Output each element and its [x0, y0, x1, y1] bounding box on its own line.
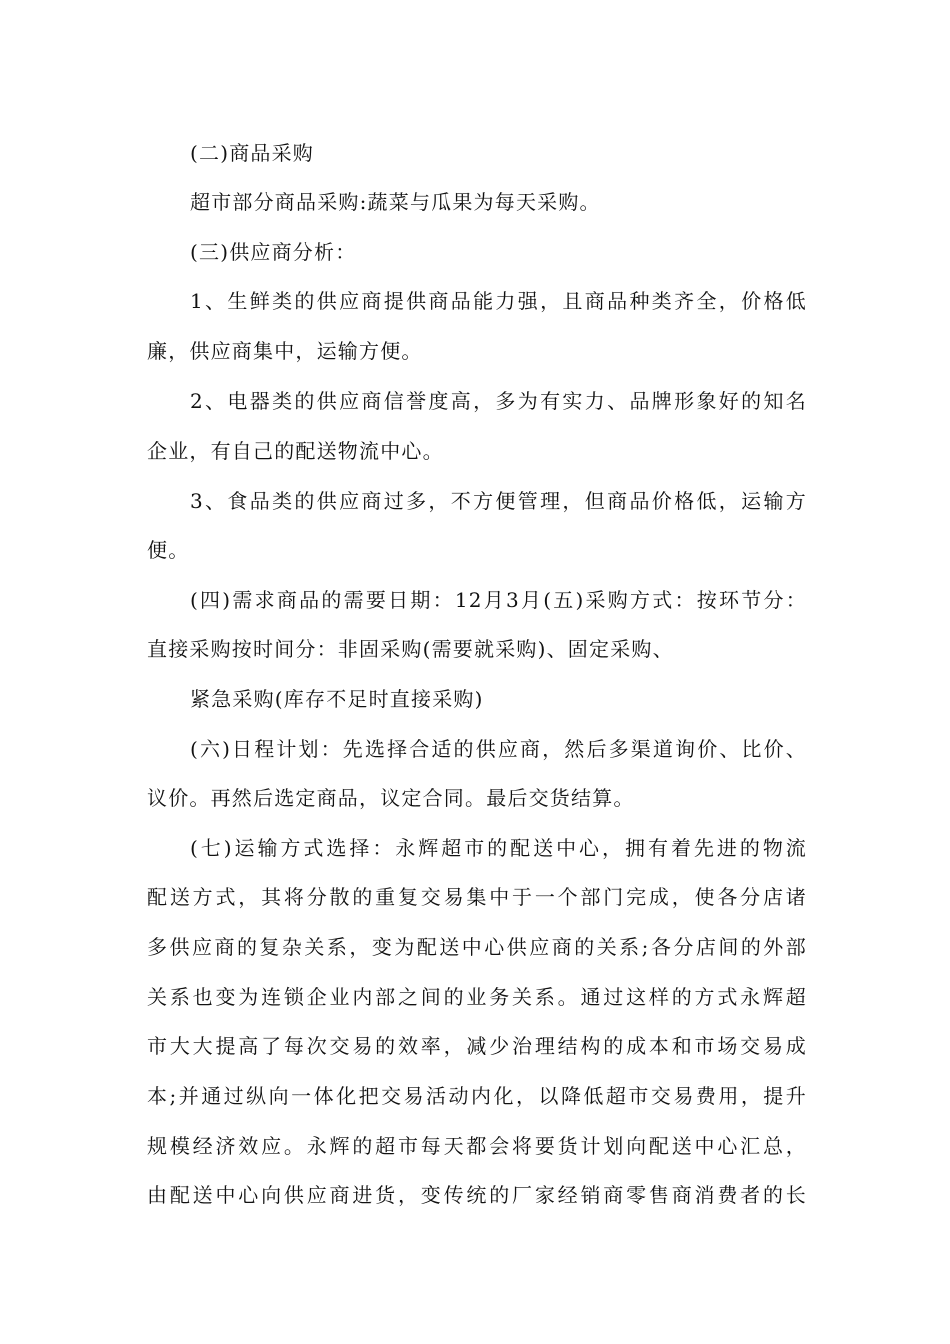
paragraph-procurement-frequency: 超市部分商品采购:蔬菜与瓜果为每天采购。 [190, 190, 601, 214]
paragraph-demand-date-line1: (四)需求商品的需要日期：12月3月(五)采购方式：按环节分： [190, 588, 807, 612]
heading-product-procurement: (二)商品采购 [190, 141, 315, 165]
paragraph-appliance-suppliers-line2: 企业，有自己的配送物流中心。 [147, 439, 444, 463]
paragraph-food-suppliers-line1: 3、食品类的供应商过多，不方便管理，但商品价格低，运输方 [190, 489, 807, 513]
paragraph-transport-line1: (七)运输方式选择：永辉超市的配送中心，拥有着先进的物流 [190, 836, 807, 860]
paragraph-fresh-suppliers-line1: 1、生鲜类的供应商提供商品能力强，且商品种类齐全，价格低 [190, 289, 807, 313]
paragraph-transport-line6: 本;并通过纵向一体化把交易活动内化，以降低超市交易费用，提升 [147, 1084, 807, 1108]
paragraph-appliance-suppliers-line1: 2、电器类的供应商信誉度高，多为有实力、品牌形象好的知名 [190, 389, 807, 413]
paragraph-fresh-suppliers-line2: 廉，供应商集中，运输方便。 [147, 339, 423, 363]
paragraph-transport-line8: 由配送中心向供应商进货，变传统的厂家经销商零售商消费者的长 [147, 1183, 807, 1207]
paragraph-transport-line3: 多供应商的复杂关系，变为配送中心供应商的关系;各分店间的外部 [147, 935, 807, 959]
paragraph-transport-line7: 规模经济效应。永辉的超市每天都会将要货计划向配送中心汇总， [147, 1134, 807, 1158]
paragraph-transport-line2: 配送方式，其将分散的重复交易集中于一个部门完成，使各分店诸 [147, 885, 807, 909]
paragraph-demand-date-line2: 直接采购按时间分：非固采购(需要就采购)、固定采购、 [147, 637, 674, 661]
heading-supplier-analysis: (三)供应商分析： [190, 240, 357, 264]
paragraph-schedule-line1: (六)日程计划：先选择合适的供应商，然后多渠道询价、比价、 [190, 737, 807, 761]
paragraph-transport-line5: 市大大提高了每次交易的效率，减少治理结构的成本和市场交易成 [147, 1034, 807, 1058]
paragraph-schedule-line2: 议价。再然后选定商品，议定合同。最后交货结算。 [147, 786, 635, 810]
paragraph-urgent-procurement: 紧急采购(库存不足时直接采购) [190, 687, 484, 711]
paragraph-transport-line4: 关系也变为连锁企业内部之间的业务关系。通过这样的方式永辉超 [147, 985, 807, 1009]
paragraph-food-suppliers-line2: 便。 [147, 538, 190, 562]
